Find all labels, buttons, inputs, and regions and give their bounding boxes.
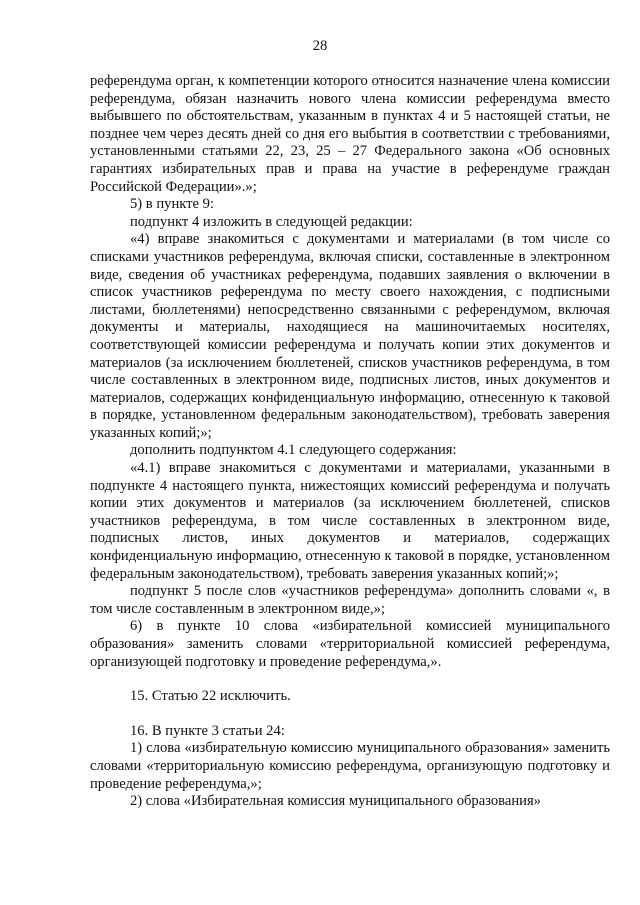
page-number: 28 <box>312 38 328 54</box>
paragraph: «4) вправе знакомиться с документами и материалами (в том числе со списками участников референдума, включая списки, составленные в электронном виде, сведения об участниках референдума, подавших заявления о включении в список участников референдума по месту своего нахождения, с подписными листами, бюллетенями) непосредственно связанными с референдумом, включая документы и материалы, находящиеся на машиночитаемых носителях, соответствующей комиссии референдума и получать копии этих документов и материалов (за исключением бюллетеней, списков участников референдума, в том числе составленных в электронном виде, подписных листов, иных документов и материалов, содержащих конфиденциальную информацию, отнесенную к таковой в порядке, установленном федеральным законодательством), требовать заверения указанных копий;»; <box>90 231 610 441</box>
paragraph: подпункт 5 после слов «участников референдума» дополнить словами «, в том числе составленным в электронном виде,»; <box>90 583 610 617</box>
paragraph: 16. В пункте 3 статьи 24: <box>130 722 285 739</box>
paragraph: 1) слова «избирательную комиссию муниципального образования» заменить словами «территориальную комиссию референдума, организующую подготовку и проведение референдума,»; <box>90 740 610 792</box>
paragraph: референдума орган, к компетенции которого относится назначение члена комиссии референдума, обязан назначить нового члена комиссии референдума вместо выбывшего по обстоятельствам, указанным в пунктах 4 и 5 настоящей статьи, не позднее чем через десять дней со дня его выбытия в соответствии с требованиями, установленными статьями 22, 23, 25 – 27 Федерального закона «Об основных гарантиях избирательных прав и права на участие в референдуме граждан Российской Федерации».»; <box>90 73 610 195</box>
paragraph: дополнить подпунктом 4.1 следующего содержания: <box>130 442 457 459</box>
paragraph: 6) в пункте 10 слова «избирательной комиссией муниципального образования» заменить словами «территориальной комиссией референдума, организующей подготовку и проведение референдума,». <box>90 618 610 670</box>
paragraph: 2) слова «Избирательная комиссия муниципального образования» <box>130 793 541 810</box>
paragraph: 5) в пункте 9: <box>130 196 215 213</box>
document-body <box>90 73 610 811</box>
paragraph: «4.1) вправе знакомиться с документами и материалами, указанными в подпункте 4 настоящего пункта, нижестоящих комиссий референдума и получать копии этих документов и материалов (за исключением бюллетеней, списков участников референдума, в том числе составленных в электронном виде, подписных листов, иных документов и материалов, содержащих конфиденциальную информацию, отнесенную к таковой в порядке, установленном федеральным законодательством), требовать заверения указанных копий;»; <box>90 460 610 582</box>
paragraph: подпункт 4 изложить в следующей редакции: <box>130 213 413 230</box>
paragraph: 15. Статью 22 исключить. <box>130 688 291 705</box>
